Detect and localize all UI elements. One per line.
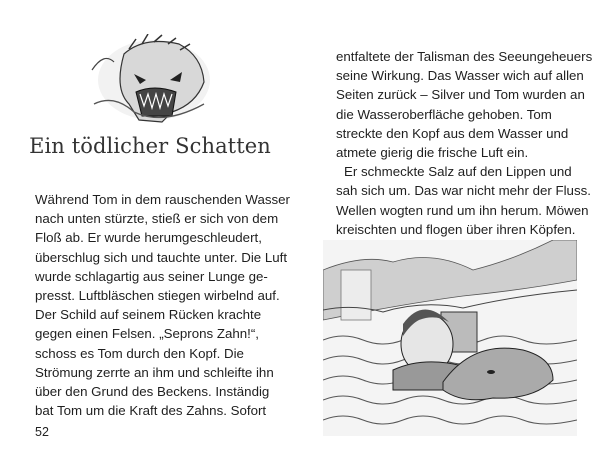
text-line: Strömung zerrte an ihm und schleifte ihn bbox=[35, 364, 274, 380]
sea-monster-illustration bbox=[84, 34, 216, 126]
text-line: entfaltete der Talisman des Seeungeheuers bbox=[336, 49, 593, 64]
body-text-right bbox=[336, 47, 592, 239]
text-line: streckte den Kopf aus dem Wasser und bbox=[336, 125, 569, 141]
text-line: sah sich um. Das war nicht mehr der Fluss. bbox=[336, 183, 591, 199]
text-line: überschlug sich und tauchte unter. Die Luft bbox=[35, 249, 288, 265]
text-line: Floß ab. Er wurde herumgeschleudert, bbox=[35, 230, 262, 246]
chapter-title: Ein tödlicher Schatten bbox=[29, 134, 271, 158]
text-line: bat Tom um die Kraft des Zahns. Sofort bbox=[35, 403, 267, 419]
text-line: schoss es Tom durch den Kopf. Die bbox=[35, 345, 244, 361]
text-line: wurde schlagartig aus seiner Lunge ge- bbox=[35, 268, 268, 284]
text-line: nach unten stürzte, stieß er sich von dem bbox=[35, 211, 279, 227]
body-text-left bbox=[35, 190, 290, 420]
text-line: Der Schild auf seinem Rücken krachte bbox=[35, 307, 262, 323]
text-line: kreischten und flogen über ihren Köpfen. bbox=[336, 221, 576, 237]
text-line: atmete gierig die frische Luft ein. bbox=[336, 144, 529, 160]
text-line: Wellen wogten rund um ihn herum. Möwen bbox=[336, 202, 589, 218]
text-line: gegen einen Felsen. „Seprons Zahn!“, bbox=[35, 326, 259, 342]
text-line: Er schmeckte Salz auf den Lippen und bbox=[344, 164, 572, 180]
boy-and-wolf-illustration bbox=[323, 240, 577, 436]
text-line: über den Grund des Beckens. Inständig bbox=[35, 383, 270, 399]
text-line: Seiten zurück – Silver und Tom wurden an bbox=[336, 87, 585, 103]
text-line: die Wasseroberfläche gehoben. Tom bbox=[336, 106, 552, 122]
text-line: presst. Luftbläschen stiegen wirbelnd auf. bbox=[35, 287, 280, 303]
text-line: Während Tom in dem rauschenden Wasser bbox=[35, 192, 290, 207]
page-number: 52 bbox=[35, 425, 49, 439]
text-line: seine Wirkung. Das Wasser wich auf allen bbox=[336, 68, 584, 84]
